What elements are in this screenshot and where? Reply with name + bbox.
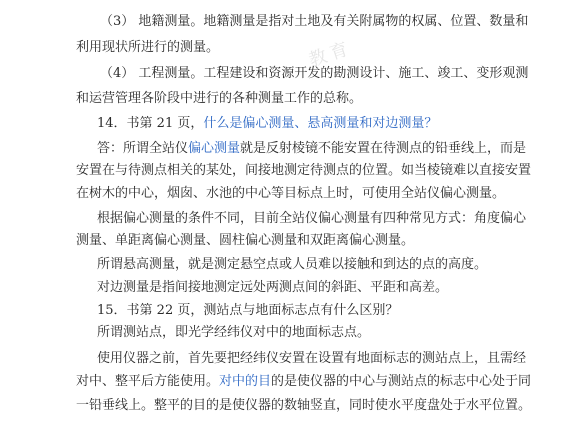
- watermark: 教育: [306, 37, 355, 72]
- text-line: 和运营管理各阶段中进行的各种测量工作的总称。: [76, 91, 363, 106]
- text-line: 安置在与待测点相关的某处，间接地测定待测点的位置。如当棱镜难以直接安置: [76, 163, 532, 178]
- text-line: 所谓测站点，即光学经纬仪对中的地面标志点。: [97, 325, 371, 340]
- text-line: 根据偏心测量的条件不同，目前全站仪偏心测量有四种常见方式：角度偏心: [97, 211, 527, 226]
- text-line: 利用现状所进行的测量。: [76, 40, 220, 55]
- text-line: 在树木的中心，烟囱、水池的中心等目标点上时，可使用全站仪偏心测量。: [76, 186, 506, 201]
- text-line: 一铅垂线上。整平的目的是使仪器的数轴竖直，同时使水平度盘处于水平位置。: [76, 398, 532, 413]
- text-line: 答：所谓全站仪偏心测量就是反射棱镜不能安置在待测点的铅垂线上，而是: [97, 141, 527, 156]
- text-line: 使用仪器之前，首先要把经纬仪安置在设置有地面标志的测站点上，且需经: [97, 351, 527, 366]
- text-line: 所谓悬高测量，就是测定悬空点或人员难以接触和到达的点的高度。: [97, 257, 488, 272]
- text-line: 测量、单距离偏心测量、圆柱偏心测量和双距离偏心测量。: [76, 233, 415, 248]
- question-14: 14．书第 21 页，什么是偏心测量、悬高测量和对边测量？: [97, 116, 438, 131]
- question-15: 15．书第 22 页，测站点与地面标志点有什么区别？: [97, 303, 399, 318]
- text-line: 对中、整平后方能使用。对中的目的是使仪器的中心与测站点的标志中心处于同: [76, 374, 532, 389]
- text-line: （3） 地籍测量。地籍测量是指对土地及有关附属物的权属、位置、数量和: [100, 14, 529, 29]
- text-line: 对边测量是指间接地测定远处两测点间的斜距、平距和高差。: [97, 280, 449, 295]
- text-line: （4） 工程测量。工程建设和资源开发的勘测设计、施工、竣工、变形观测: [100, 66, 529, 81]
